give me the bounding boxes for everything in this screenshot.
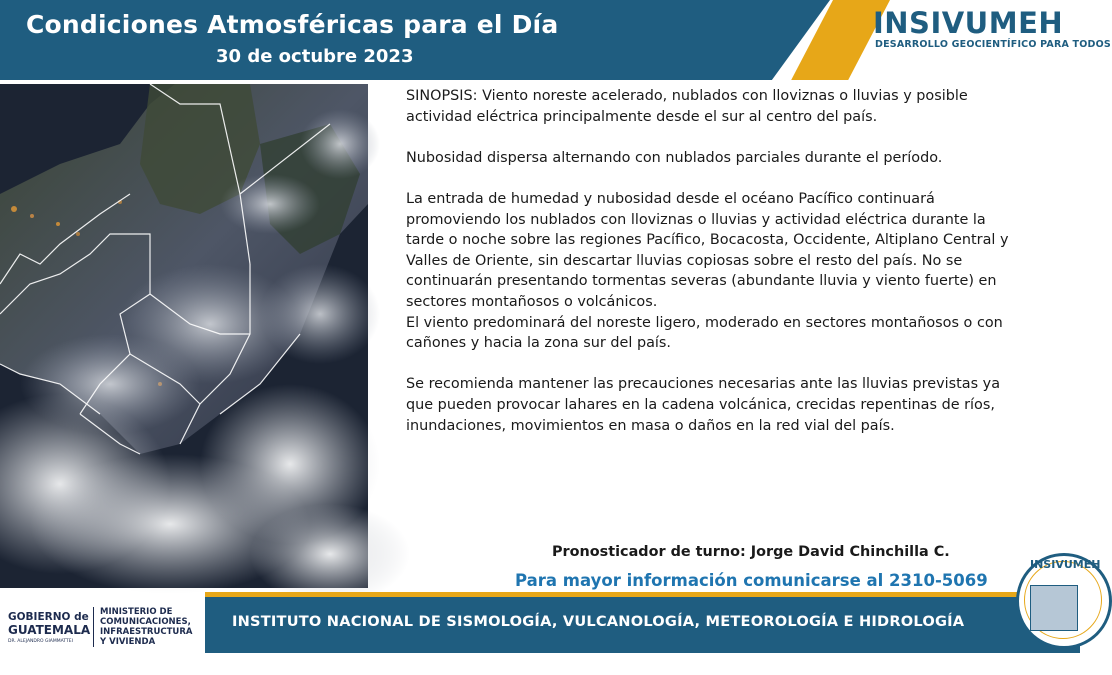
brand-tagline: DESARROLLO GEOCIENTÍFICO PARA TODOS bbox=[875, 39, 1111, 50]
seal-label: INSIVUMEH bbox=[1030, 558, 1101, 571]
page-title: Condiciones Atmosféricas para el Día bbox=[26, 10, 559, 39]
forecaster-credit: Pronosticador de turno: Jorge David Chinchilla C. bbox=[552, 544, 950, 560]
institute-name: INSTITUTO NACIONAL DE SISMOLOGÍA, VULCANOLOGÍA, METEOROLOGÍA E HIDROLOGÍA bbox=[232, 613, 965, 630]
wind-line-1: El viento predominará del noreste ligero, moderado en sectores montañosos o con bbox=[406, 314, 1003, 331]
recommendation-line-3: inundaciones, movimientos en masa o daños en la red vial del país. bbox=[406, 417, 895, 434]
logo-divider bbox=[93, 607, 94, 647]
seal-map-icon bbox=[1030, 585, 1078, 631]
contact-phone-link[interactable]: Para mayor información comunicarse al 2310-5069 bbox=[515, 571, 988, 590]
humidity-line-5: continuarán presentando tormentas severas (abundante lluvia y viento fuerte) en bbox=[406, 273, 997, 290]
wind-line-2: cañones y hacia la zona sur del país. bbox=[406, 335, 671, 352]
humidity-line-2: promoviendo los nublados con lloviznas o lluvias y actividad eléctrica durante la bbox=[406, 211, 986, 228]
recommendation-line-1: Se recomienda mantener las precauciones necesarias ante las lluvias previstas ya bbox=[406, 376, 1001, 393]
humidity-line-3: tarde o noche sobre las regiones Pacífico, Bocacosta, Occidente, Altiplano Central y bbox=[406, 232, 1009, 249]
satellite-image-graphic bbox=[0, 84, 368, 588]
header-banner bbox=[0, 0, 1111, 80]
brand-logo-text: INSIVUMEH bbox=[873, 6, 1064, 40]
humidity-line-6: sectores montañosos o volcánicos. bbox=[406, 293, 658, 310]
ministry-line-3: INFRAESTRUCTURA bbox=[100, 627, 193, 637]
ministry-line-2: COMUNICACIONES, bbox=[100, 617, 191, 627]
government-logo bbox=[0, 597, 205, 657]
ministry-name bbox=[100, 607, 192, 647]
gov-logo-line2: GUATEMALA bbox=[8, 623, 91, 637]
humidity-line-1: La entrada de humedad y nubosidad desde el océano Pacífico continuará bbox=[406, 190, 935, 207]
recommendation-line-2: que pueden provocar lahares en la cadena volcánica, crecidas repentinas de ríos, bbox=[406, 396, 995, 413]
gov-logo-line3: DR. ALEJANDRO GIAMMATTEI bbox=[8, 639, 73, 644]
synopsis-line-2: actividad eléctrica principalmente desde el sur al centro del país. bbox=[406, 108, 878, 125]
gov-logo-line1: GOBIERNO de bbox=[8, 611, 89, 623]
page-date: 30 de octubre 2023 bbox=[216, 46, 414, 67]
cloud-paragraph: Nubosidad dispersa alternando con nublados parciales durante el período. bbox=[406, 149, 943, 166]
bulletin-text bbox=[406, 86, 1080, 436]
satellite-image bbox=[0, 84, 368, 588]
humidity-line-4: Valles de Oriente, sin descartar lluvias copiosas sobre el resto del país. No se bbox=[406, 252, 963, 269]
synopsis-line-1: SINOPSIS: Viento noreste acelerado, nublados con lloviznas o lluvias y posible bbox=[406, 88, 968, 104]
ministry-line-1: MINISTERIO DE bbox=[100, 607, 173, 617]
ministry-line-4: Y VIVIENDA bbox=[100, 637, 156, 647]
